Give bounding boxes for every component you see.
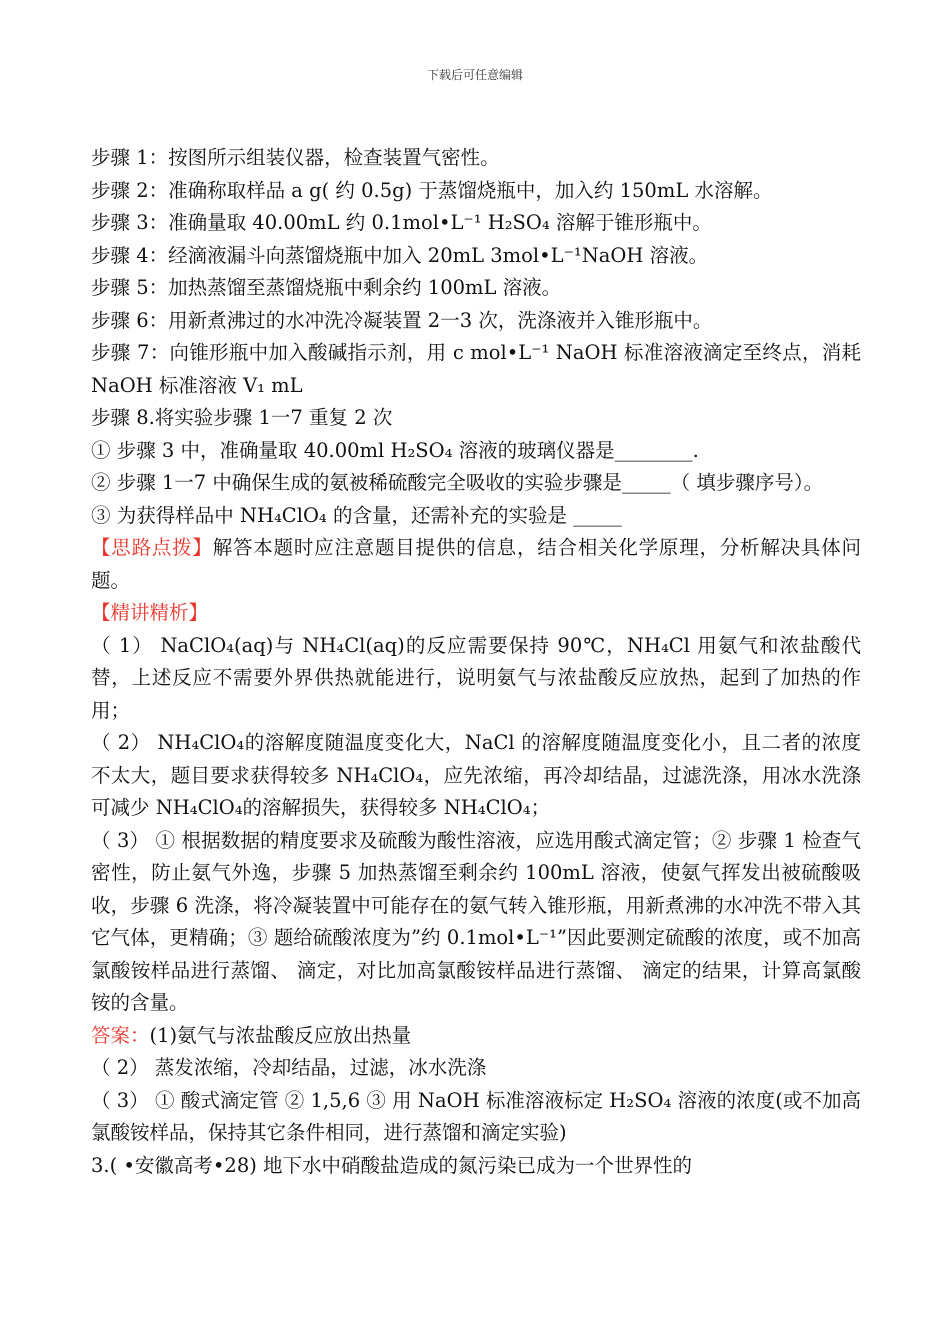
page-header: 下载后可任意编辑 (426, 68, 523, 82)
question-1: ① 步骤 3 中，准确量取 40.00ml H₂SO₄ 溶液的玻璃仪器是________. (91, 438, 699, 462)
step-1: 步骤 1：按图所示组装仪器，检查装置气密性。 (91, 146, 500, 169)
question-3: ③ 为获得样品中 NH₄ClO₄ 的含量，还需补充的实验是 _____ (91, 503, 622, 527)
answer-line-2: （ 2） 蒸发浓缩，冷却结晶，过滤，冰水洗涤 (91, 1056, 487, 1079)
answer-line-3: （ 3） ① 酸式滴定管 ② 1,5,6 ③ 用 NaOH 标准溶液标定 H₂SO₄ 溶液的浓度(或不加高氯酸铵样品，保持其它条件相同，进行蒸馏和滴定实验) (91, 1088, 861, 1144)
answer-label: 答案： (91, 1023, 150, 1047)
analysis-para-3: （ 3） ① 根据数据的精度要求及硫酸为酸性溶液，应选用酸式滴定管；② 步骤 1 检查气密性，防止氨气外逸，步骤 5 加热蒸馏至剩余约 100mL 溶液，使氨气挥发出被硫酸吸收，步骤 6 洗涤，将冷凝装置中可能存在的氨气转入锥形瓶，用新煮沸的水冲洗不带入其它气体，更精确；③ 题给硫酸浓度为”约 0.1mol•L⁻¹”因此要测定硫酸的浓度，或不加高氯酸铵样品进行蒸馏、 滴定，对比加高氯酸铵样品进行蒸馏、 滴定的结果，计算高氯酸铵的含量。 (91, 828, 861, 1014)
step-2: 步骤 2：准确称取样品 a g( 约 0.5g) 于蒸馏烧瓶中，加入约 150mL 水溶解。 (91, 178, 773, 202)
document-body (91, 142, 861, 1182)
silu-text: 解答本题时应注意题目提供的信息，结合相关化学原理，分析解决具体问题。 (91, 536, 861, 592)
step-4: 步骤 4：经滴液漏斗向蒸馏烧瓶中加入 20mL 3mol•L⁻¹NaOH 溶液。 (91, 243, 709, 267)
step-3: 步骤 3：准确量取 40.00mL 约 0.1mol•L⁻¹ H₂SO₄ 溶解于锥形瓶中。 (91, 211, 712, 234)
silu-paragraph (91, 532, 861, 597)
silu-label: 【思路点拨】 (91, 536, 213, 559)
analysis-para-1: （ 1） NaClO₄(aq)与 NH₄Cl(aq)的反应需要保持 90℃，NH₄Cl 用氨气和浓盐酸代替，上述反应不需要外界供热就能进行，说明氨气与浓盐酸反应放热，起到了加热的作用； (91, 633, 861, 722)
step-5: 步骤 5：加热蒸馏至蒸馏烧瓶中剩余约 100mL 溶液。 (91, 276, 562, 299)
analysis-para-2: （ 2） NH₄ClO₄的溶解度随温度变化大，NaCl 的溶解度随温度变化小，且二者的浓度不太大，题目要求获得较多 NH₄ClO₄，应先浓缩，再冷却结晶，过滤洗涤，用冰水洗涤可减少 NH₄ClO₄的溶解损失，获得较多 NH₄ClO₄； (91, 731, 861, 819)
step-6: 步骤 6：用新煮沸过的水冲洗冷凝装置 2一3 次，洗涤液并入锥形瓶中。 (91, 308, 713, 332)
answer-text-1: (1)氨气与浓盐酸反应放出热量 (149, 1023, 412, 1047)
step-7: 步骤 7：向锥形瓶中加入酸碱指示剂，用 c mol•L⁻¹ NaOH 标准溶液滴定至终点，消耗 NaOH 标准溶液 V₁ mL (91, 341, 861, 397)
answer-line-1 (91, 1020, 861, 1053)
jingjiang-label: 【精讲精析】 (91, 601, 209, 624)
question-2: ② 步骤 1一7 中确保生成的氨被稀硫酸完全吸收的实验步骤是_____（ 填步骤序号）。 (91, 471, 824, 494)
question-3-intro: 3.( •安徽高考•28) 地下水中硝酸盐造成的氮污染已成为一个世界性的 (91, 1153, 693, 1177)
step-8: 步骤 8.将实验步骤 1一7 重复 2 次 (91, 406, 393, 429)
